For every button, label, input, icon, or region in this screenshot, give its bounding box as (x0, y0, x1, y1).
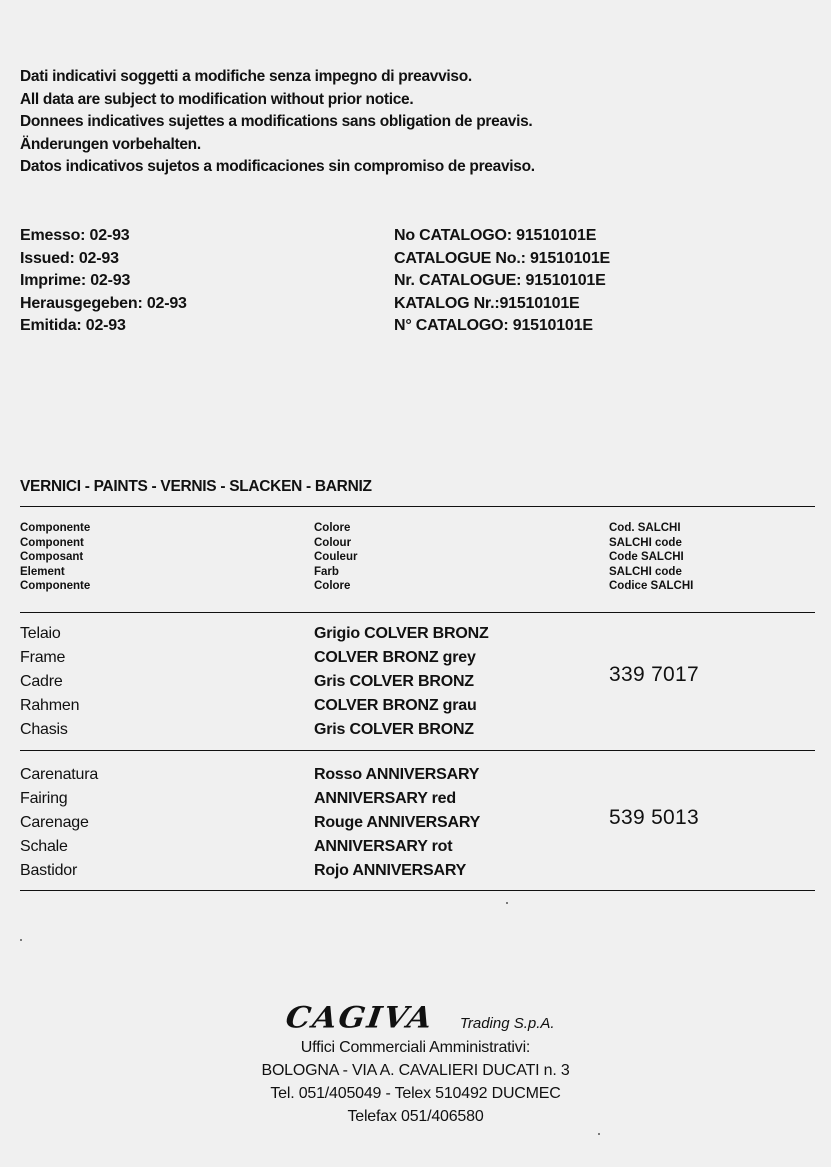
color-name: COLVER BRONZ grey (314, 649, 476, 666)
address-line: BOLOGNA - VIA A. CAVALIERI DUCATI n. 3 (261, 1062, 570, 1079)
header-label: Composant (20, 551, 84, 563)
header-component (20, 521, 90, 594)
address-line: Uffici Commerciali Amministrativi: (300, 1039, 531, 1056)
header-label: Farb (314, 565, 339, 578)
scan-speck (20, 939, 22, 941)
component-name: Chasis (20, 721, 68, 738)
color-name: Rosso ANNIVERSARY (314, 766, 480, 783)
color-name: ANNIVERSARY rot (314, 838, 453, 855)
catalog-number-block (394, 225, 610, 338)
header-label: Componente (20, 522, 91, 534)
issue-date-line: Imprime: 02-93 (20, 272, 131, 289)
component-name: Rahmen (20, 697, 80, 714)
color-name: Gris COLVER BRONZ (314, 673, 474, 690)
component-name: Cadre (20, 673, 63, 690)
issue-date-line: Emitida: 02-93 (20, 317, 126, 334)
header-label: Couleur (314, 551, 358, 563)
color-name: Rouge ANNIVERSARY (314, 814, 481, 831)
cagiva-logo: CAGIVA (284, 1000, 437, 1036)
disclaimer-line: Dati indicativi soggetti a modifiche senza impegno di preavviso. (20, 68, 472, 85)
component-name: Frame (20, 649, 66, 666)
header-label: SALCHI code (609, 536, 682, 549)
header-label: Codice SALCHI (609, 580, 694, 592)
disclaimer-block (20, 66, 535, 179)
color-name: Rojo ANNIVERSARY (314, 862, 467, 879)
disclaimer-line: Änderungen vorbehalten. (20, 135, 201, 153)
component-name: Fairing (20, 790, 68, 807)
scan-speck (506, 902, 508, 904)
issue-date-line: Issued: 02-93 (20, 249, 119, 267)
catalog-number-line: Nr. CATALOGUE: 91510101E (394, 272, 606, 289)
catalog-number-line: N° CATALOGO: 91510101E (394, 317, 593, 334)
header-label: Componente (20, 580, 91, 592)
row-1-colors (314, 622, 489, 742)
catalog-number-line: KATALOG Nr.:91510101E (394, 294, 580, 312)
header-label: SALCHI code (609, 565, 682, 578)
header-label: Code SALCHI (609, 551, 684, 563)
disclaimer-line: Datos indicativos sujetos a modificaciones sin compromiso de preaviso. (20, 158, 535, 175)
brand-line (10, 1000, 831, 1036)
header-label: Colore (314, 522, 351, 534)
address-line: Tel. 051/405049 - Telex 510492 DUCMEC (270, 1085, 561, 1102)
salchi-code: 339 7017 (609, 663, 699, 686)
header-label: Colore (314, 580, 351, 592)
header-label: Component (20, 536, 84, 549)
disclaimer-line: Donnees indicatives sujettes a modifications sans obligation de preavis. (20, 113, 533, 130)
section-title: VERNICI - PAINTS - VERNIS - SLACKEN - BARNIZ (20, 478, 372, 495)
header-label: Colour (314, 536, 352, 549)
issue-date-line: Emesso: 02-93 (20, 227, 130, 244)
address-line: Telefax 051/406580 (347, 1108, 484, 1125)
component-name: Carenatura (20, 766, 99, 783)
company-address (0, 1036, 831, 1128)
header-color (314, 521, 357, 594)
row-2-colors (314, 763, 480, 883)
color-name: ANNIVERSARY red (314, 790, 456, 807)
catalog-number-line: CATALOGUE No.: 91510101E (394, 249, 611, 267)
header-rule (20, 612, 815, 613)
trading-label: Trading S.p.A. (459, 1015, 555, 1032)
issue-date-block (20, 225, 187, 338)
table-bottom-rule (20, 890, 815, 891)
header-label: Element (20, 565, 65, 578)
salchi-code: 539 5013 (609, 806, 699, 829)
color-name: Gris COLVER BRONZ (314, 721, 474, 738)
component-name: Schale (20, 838, 68, 855)
color-name: COLVER BRONZ grau (314, 697, 477, 714)
header-label: Cod. SALCHI (609, 522, 681, 534)
catalog-number-line: No CATALOGO: 91510101E (394, 227, 597, 244)
row-2-components (20, 763, 98, 883)
header-code (609, 521, 693, 594)
component-name: Bastidor (20, 862, 78, 879)
disclaimer-line: All data are subject to modification without prior notice. (20, 90, 414, 108)
component-name: Carenage (20, 814, 89, 831)
table-top-rule (20, 506, 815, 507)
scan-speck (598, 1133, 600, 1135)
row-divider (20, 750, 815, 751)
row-1-components (20, 622, 79, 742)
color-name: Grigio COLVER BRONZ (314, 625, 489, 642)
issue-date-line: Herausgegeben: 02-93 (20, 294, 187, 312)
company-footer (0, 1000, 831, 1128)
component-name: Telaio (20, 625, 61, 642)
